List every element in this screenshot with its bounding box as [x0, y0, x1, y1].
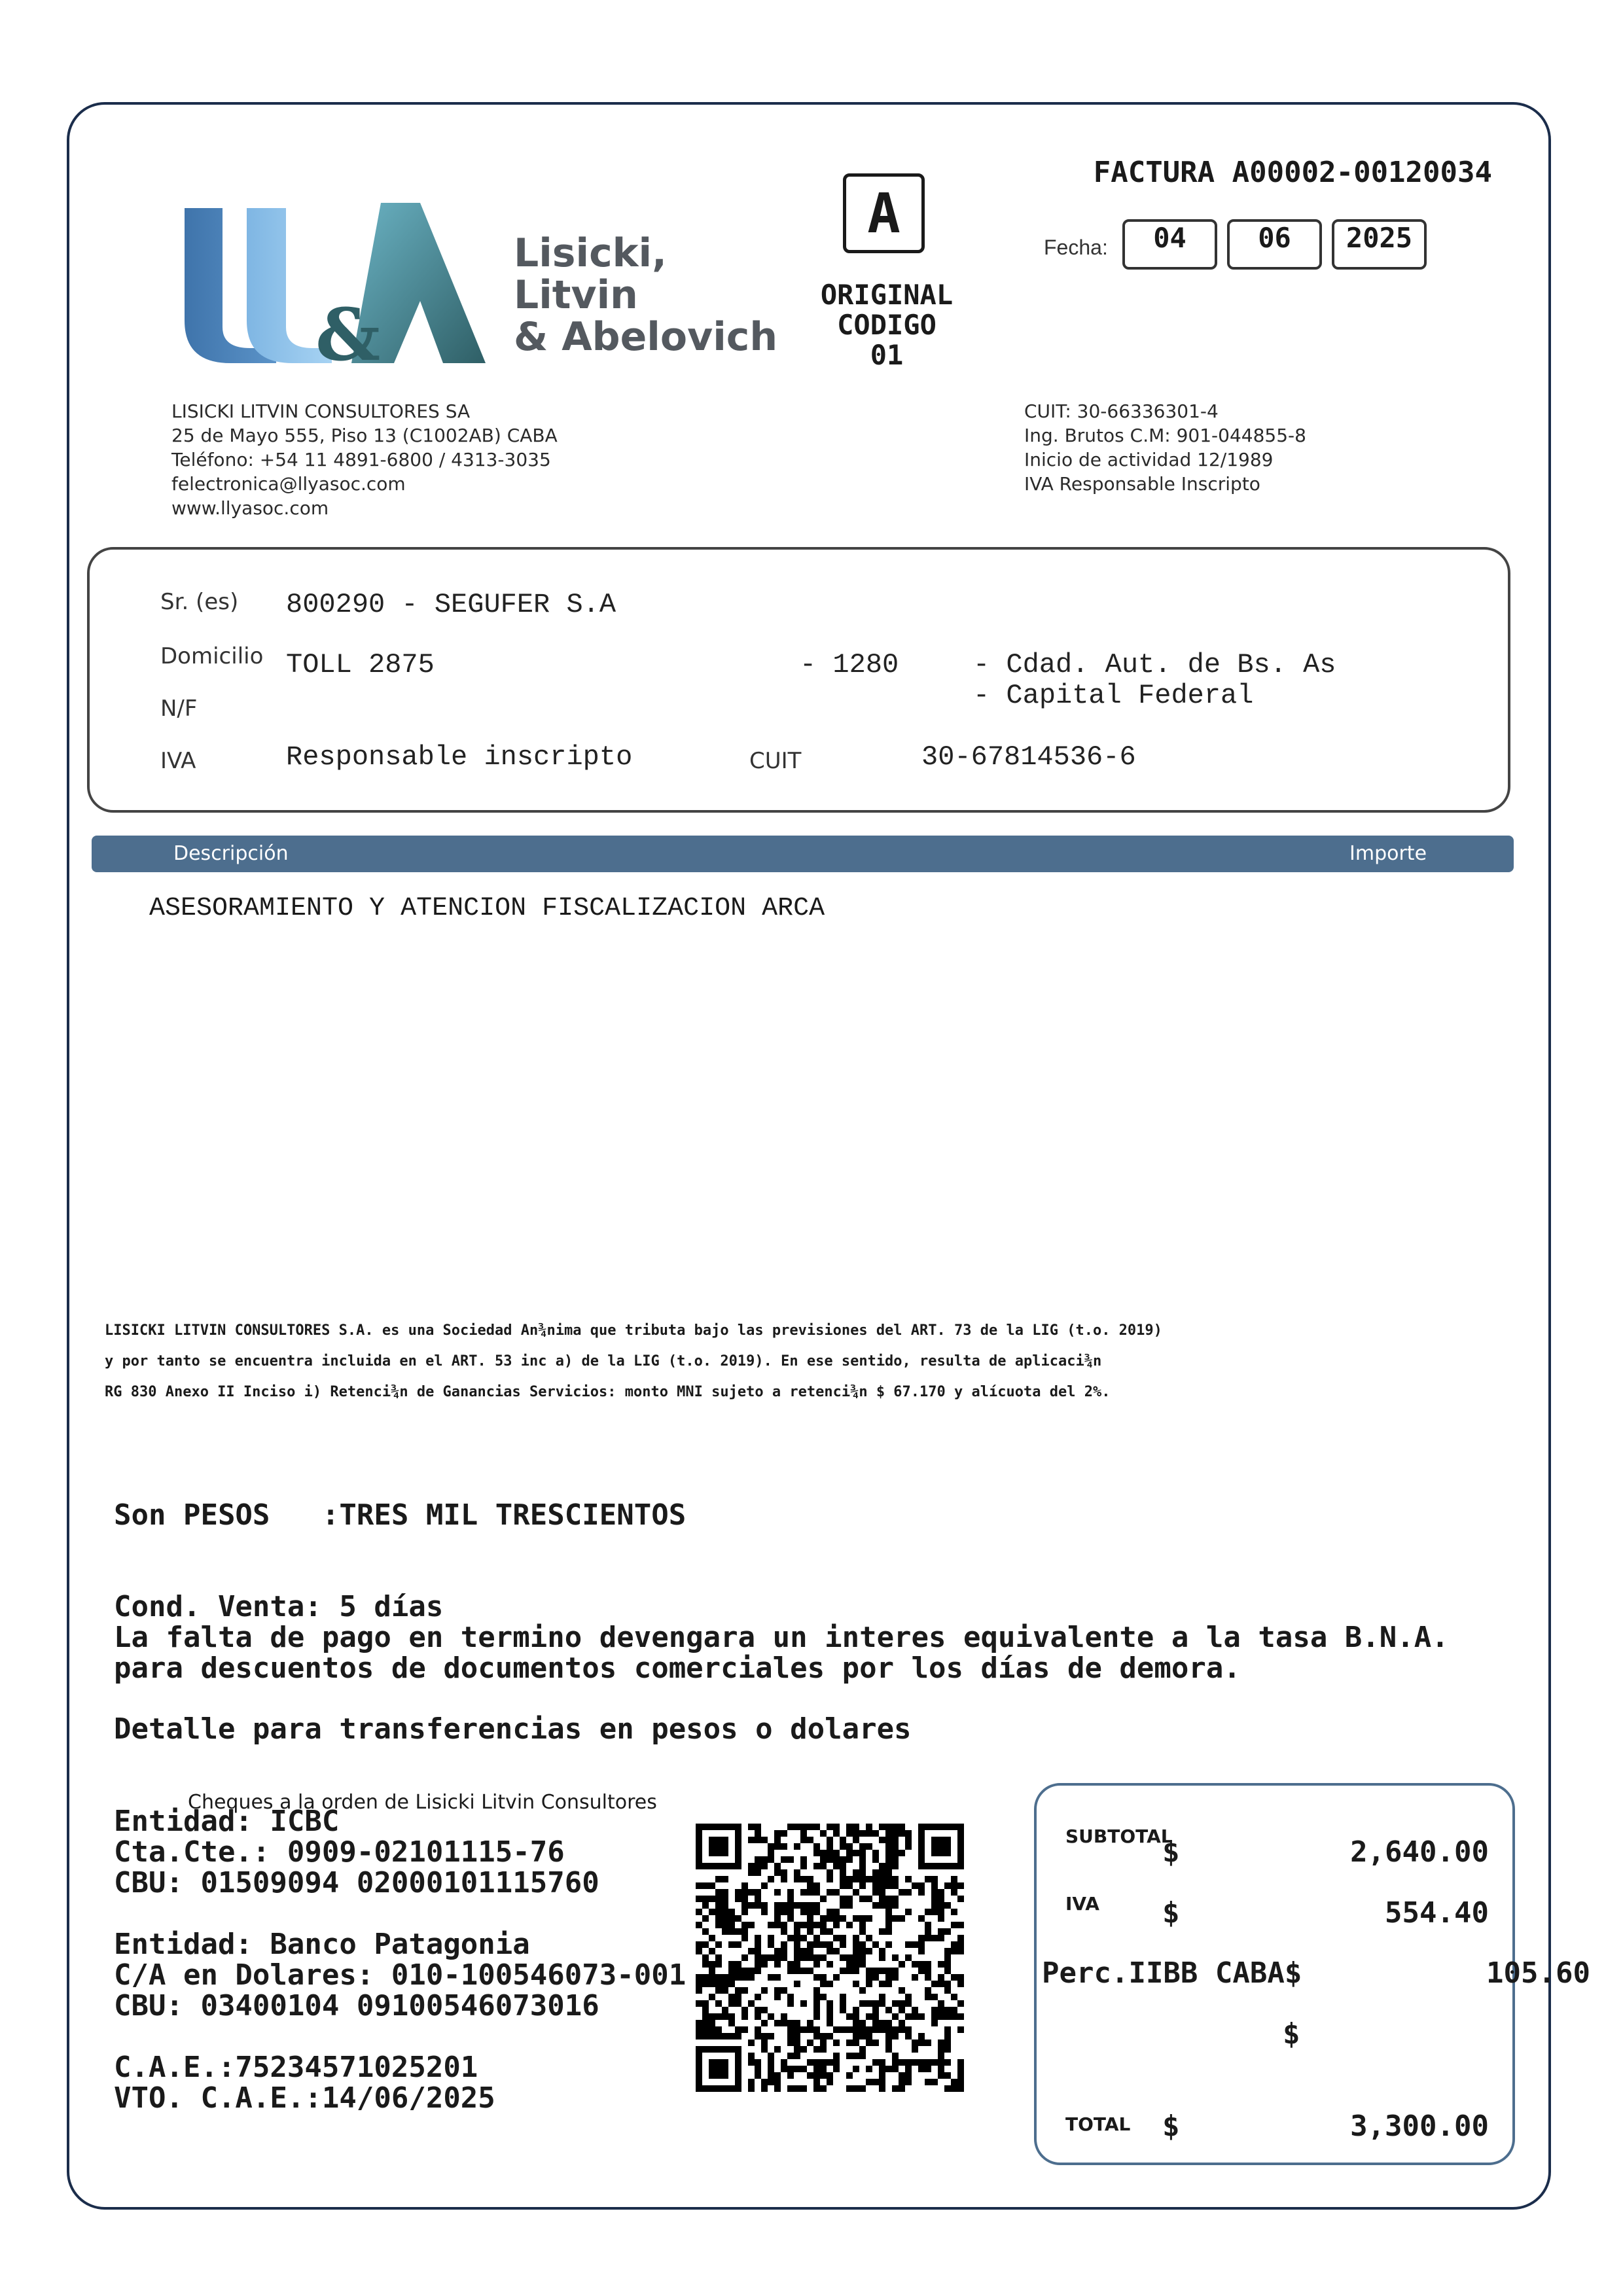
- client-address: TOLL 2875: [286, 649, 435, 680]
- bank-line: Cta.Cte.: 0909-02101115-76: [114, 1835, 565, 1869]
- firm-name-line: Litvin: [514, 272, 638, 318]
- bank-line: Entidad: Banco Patagonia: [114, 1928, 530, 1961]
- amount-in-words: Son PESOS :TRES MIL TRESCIENTOS: [114, 1498, 687, 1532]
- date-month: 06: [1227, 219, 1322, 270]
- client-sr-label: Sr. (es): [160, 589, 239, 615]
- date-year: 2025: [1332, 219, 1427, 270]
- condition-line: La falta de pago en termino devengara un interes equivalente a la tasa B.N.A.: [114, 1621, 1449, 1654]
- client-city-line2: - Capital Federal: [973, 680, 1254, 711]
- client-postal: - 1280: [800, 649, 899, 680]
- perc-iibb-value: 105.60: [1486, 1956, 1590, 1990]
- subtotal-label: SUBTOTAL: [1065, 1826, 1173, 1847]
- original-code-block: [792, 280, 982, 370]
- cae-expiry: VTO. C.A.E.:14/06/2025: [114, 2081, 495, 2115]
- company-website: www.llyasoc.com: [171, 497, 329, 519]
- bank-spacer: [114, 1898, 686, 1929]
- company-info: [171, 399, 558, 520]
- cheques-note: Cheques a la orden de Lisicki Litvin Consultores: [188, 1791, 657, 1814]
- codigo-label: CODIGO: [837, 309, 936, 341]
- qr-code: [696, 1824, 964, 2092]
- firm-name-line: Lisicki,: [514, 230, 667, 276]
- codigo-value: 01: [870, 339, 904, 371]
- invoice-number: FACTURA A00002-00120034: [1093, 156, 1492, 189]
- subtotal-value: 2,640.00: [1350, 1835, 1489, 1869]
- company-phone: Teléfono: +54 11 4891-6800 / 4313-3035: [171, 449, 551, 470]
- company-tax-info: [1024, 399, 1306, 496]
- cae-number: C.A.E.:75234571025201: [114, 2051, 478, 2084]
- transfer-title: Detalle para transferencias en pesos o dolares: [114, 1712, 912, 1746]
- company-name: LISICKI LITVIN CONSULTORES SA: [171, 400, 471, 422]
- invoice-letter-box: A: [843, 173, 925, 253]
- client-name: 800290 - SEGUFER S.A: [286, 589, 616, 620]
- description-header: Descripción: [173, 842, 289, 865]
- legal-note-line: LISICKI LITVIN CONSULTORES S.A. es una Sociedad An¾nima que tributa bajo las previsiones del ART. 73 de la LIG (t.o. 2019): [105, 1322, 1162, 1339]
- bank-line: CBU: 03400104 09100546073016: [114, 1989, 599, 2022]
- company-email: felectronica@llyasoc.com: [171, 473, 406, 495]
- condition-line: Cond. Venta: 5 días: [114, 1590, 444, 1623]
- firm-name-line: & Abelovich: [514, 314, 778, 360]
- company-address: 25 de Mayo 555, Piso 13 (C1002AB) CABA: [171, 425, 558, 446]
- bank-line: C/A en Dolares: 010-100546073-001: [114, 1958, 687, 1992]
- description-header-bar: [92, 836, 1514, 872]
- client-city-line1: - Cdad. Aut. de Bs. As: [973, 649, 1336, 680]
- client-iva: Responsable inscripto: [286, 741, 633, 773]
- legal-note-line: y por tanto se encuentra incluida en el ART. 53 inc a) de la LIG (t.o. 2019). En ese sentido, resulta de aplicaci¾n: [105, 1353, 1102, 1369]
- perc-iibb-label: Perc.IIBB CABA$: [1042, 1956, 1302, 1990]
- bank-line: CBU: 01509094 02000101115760: [114, 1866, 599, 1899]
- total-value: 3,300.00: [1350, 2110, 1489, 2143]
- iva-currency: $: [1162, 1896, 1180, 1930]
- company-iva-status: IVA Responsable Inscripto: [1024, 473, 1260, 495]
- client-iva-label: IVA: [160, 748, 196, 774]
- legal-note-line: RG 830 Anexo II Inciso i) Retenci¾n de Ganancias Servicios: monto MNI sujeto a retenci¾n $ 67.170 y alícuota del 2%.: [105, 1384, 1111, 1400]
- legal-note: [105, 1315, 1162, 1407]
- bank-spacer: [114, 2021, 686, 2052]
- bank-line: Entidad: ICBC: [114, 1805, 340, 1838]
- firm-name: [514, 232, 777, 358]
- company-cuit: CUIT: 30-66336301-4: [1024, 400, 1219, 422]
- company-ing-brutos: Ing. Brutos C.M: 901-044855-8: [1024, 425, 1306, 446]
- client-nf-label: N/F: [160, 696, 198, 722]
- sale-conditions: [114, 1591, 1449, 1684]
- extra-currency: $: [1283, 2017, 1300, 2051]
- condition-line: para descuentos de documentos comerciales por los días de demora.: [114, 1651, 1241, 1685]
- client-cuit-label: CUIT: [749, 748, 802, 774]
- subtotal-currency: $: [1162, 1835, 1180, 1869]
- iva-value: 554.40: [1385, 1896, 1489, 1930]
- amount-header: Importe: [1349, 842, 1427, 865]
- total-currency: $: [1162, 2110, 1180, 2143]
- svg-text:&: &: [315, 292, 381, 373]
- client-cuit: 30-67814536-6: [921, 741, 1136, 773]
- original-label: ORIGINAL: [820, 279, 954, 311]
- client-domicilio-label: Domicilio: [160, 643, 264, 669]
- company-start-date: Inicio de actividad 12/1989: [1024, 449, 1274, 470]
- iva-label: IVA: [1065, 1893, 1099, 1915]
- total-label: TOTAL: [1065, 2113, 1131, 2135]
- fecha-label: Fecha:: [1044, 236, 1108, 259]
- company-logo: [185, 203, 499, 373]
- item-description: ASESORAMIENTO Y ATENCION FISCALIZACION ARCA: [149, 894, 825, 923]
- bank-info: [114, 1806, 686, 2113]
- date-day: 04: [1122, 219, 1217, 270]
